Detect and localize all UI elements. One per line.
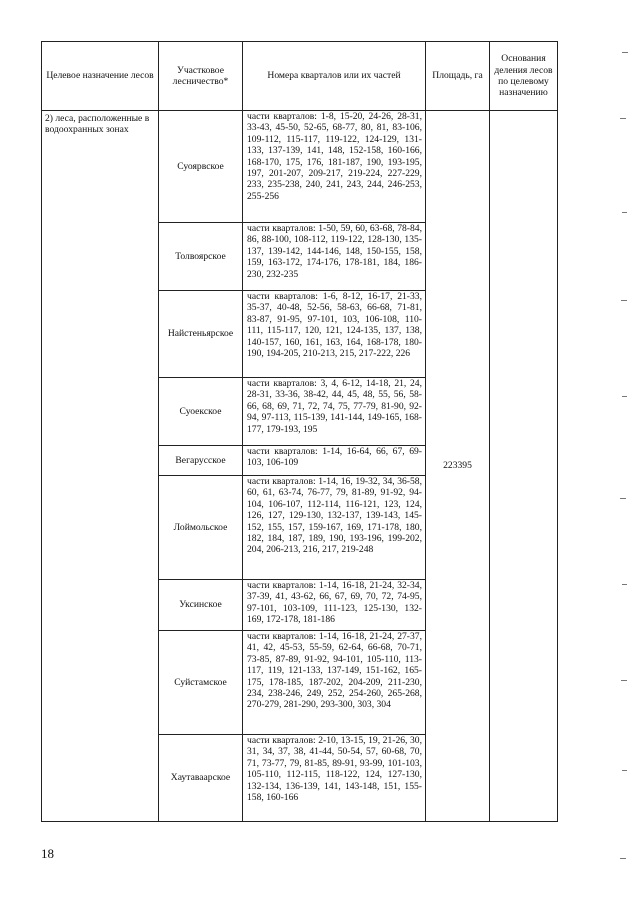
scan-mark (622, 52, 628, 53)
scan-mark (622, 584, 627, 585)
scan-mark (621, 300, 627, 301)
forest-purpose-table (41, 41, 558, 822)
blocks-cell: части кварталов: 1-50, 59, 60, 63-68, 78-84, 86, 88-100, 108-112, 119-122, 128-130, 135-137, 139-142, 144-146, 148, 150-155, 158, 159, 163-172, 174-176, 178-181, 184, 186-230, 232-235 (243, 223, 426, 291)
scan-mark (620, 118, 626, 119)
basis-cell (490, 111, 558, 822)
scan-mark (620, 858, 626, 859)
scan-mark (620, 498, 626, 499)
forestry-cell: Суйстамское (159, 631, 243, 735)
area-cell: 223395 (426, 111, 490, 822)
forestry-cell: Суоекское (159, 378, 243, 446)
header-forestry: Участковое лесничество* (159, 42, 243, 111)
page-number: 18 (41, 846, 54, 861)
scan-mark (622, 396, 627, 397)
blocks-cell: части кварталов: 1-14, 16, 19-32, 34, 36-58, 60, 61, 63-74, 76-77, 79, 81-89, 91-92, 94-104, 106-107, 112-114, 116-121, 123, 124, 126, 127, 129-130, 132-137, 139-143, 145-152, 155, 157, 159-167, 169, 171-178, 180, 182, 184, 187, 189, 190, 193-196, 199-202, 204, 206-213, 216, 217, 219-248 (243, 476, 426, 580)
forestry-cell: Лоймольское (159, 476, 243, 580)
blocks-cell: части кварталов: 3, 4, 6-12, 14-18, 21, 24, 28-31, 33-36, 38-42, 44, 45, 48, 55, 56, 58-66, 68, 69, 71, 72, 74, 75, 77-79, 81-90, 92-94, 97-113, 115-139, 141-144, 149-165, 168-177, 179-193, 195 (243, 378, 426, 446)
forestry-cell: Толвоярское (159, 223, 243, 291)
scan-mark (622, 770, 627, 771)
blocks-cell: части кварталов: 1-14, 16-18, 21-24, 27-37, 41, 42, 45-53, 55-59, 62-64, 66-68, 70-71, 73-85, 87-89, 91-92, 94-101, 105-110, 113-117, 119, 121-133, 137-149, 151-162, 165-175, 178-185, 187-202, 204-209, 211-230, 234, 238-246, 249, 252, 254-260, 265-268, 270-279, 281-290, 293-300, 303, 304 (243, 631, 426, 735)
blocks-cell: части кварталов: 1-14, 16-18, 21-24, 32-34, 37-39, 41, 43-62, 66, 67, 69, 70, 72, 74-95, 97-101, 103-109, 111-123, 125-130, 132-169, 172-178, 181-186 (243, 580, 426, 631)
purpose-cell: 2) леса, расположенные в водоохранных зонах (42, 111, 159, 822)
scan-mark (621, 680, 627, 681)
header-purpose: Целевое назначение лесов (42, 42, 159, 111)
blocks-cell: части кварталов: 1-6, 8-12, 16-17, 21-33, 35-37, 40-48, 52-56, 58-63, 66-68, 71-81, 83-87, 91-95, 97-101, 103, 106-108, 110-111, 115-117, 120, 121, 124-135, 137, 138, 140-157, 160, 161, 163, 164, 168-178, 180-190, 194-205, 210-213, 215, 217-222, 226 (243, 291, 426, 378)
table-row (42, 111, 558, 223)
blocks-cell: части кварталов: 1-14, 16-64, 66, 67, 69-103, 106-109 (243, 446, 426, 476)
forestry-cell: Уксинское (159, 580, 243, 631)
header-basis: Основания деления лесов по целевому назначению (490, 42, 558, 111)
blocks-cell: части кварталов: 1-8, 15-20, 24-26, 28-31, 33-43, 45-50, 52-65, 68-77, 80, 81, 83-106, 109-112, 115-117, 119-122, 124-129, 131-133, 137-139, 141, 148, 152-158, 160-166, 168-170, 175, 176, 181-187, 190, 193-195, 197, 201-207, 209-217, 219-224, 227-229, 233, 235-238, 240, 241, 243, 244, 246-253, 255-256 (243, 111, 426, 223)
scan-mark (622, 212, 627, 213)
forestry-cell: Вегарусское (159, 446, 243, 476)
blocks-cell: части кварталов: 2-10, 13-15, 19, 21-26, 30, 31, 34, 37, 38, 41-44, 50-54, 57, 60-68, 70, 71, 73-77, 79, 81-85, 89-91, 93-99, 101-103, 105-110, 112-115, 118-122, 124, 127-130, 132-134, 136-139, 141, 143-148, 151, 155-158, 160-166 (243, 735, 426, 822)
header-area: Площадь, га (426, 42, 490, 111)
forestry-cell: Хаутаваарское (159, 735, 243, 822)
forestry-cell: Суоярвское (159, 111, 243, 223)
forestry-cell: Найстеньярское (159, 291, 243, 378)
header-blocks: Номера кварталов или их частей (243, 42, 426, 111)
header-row (42, 42, 558, 111)
